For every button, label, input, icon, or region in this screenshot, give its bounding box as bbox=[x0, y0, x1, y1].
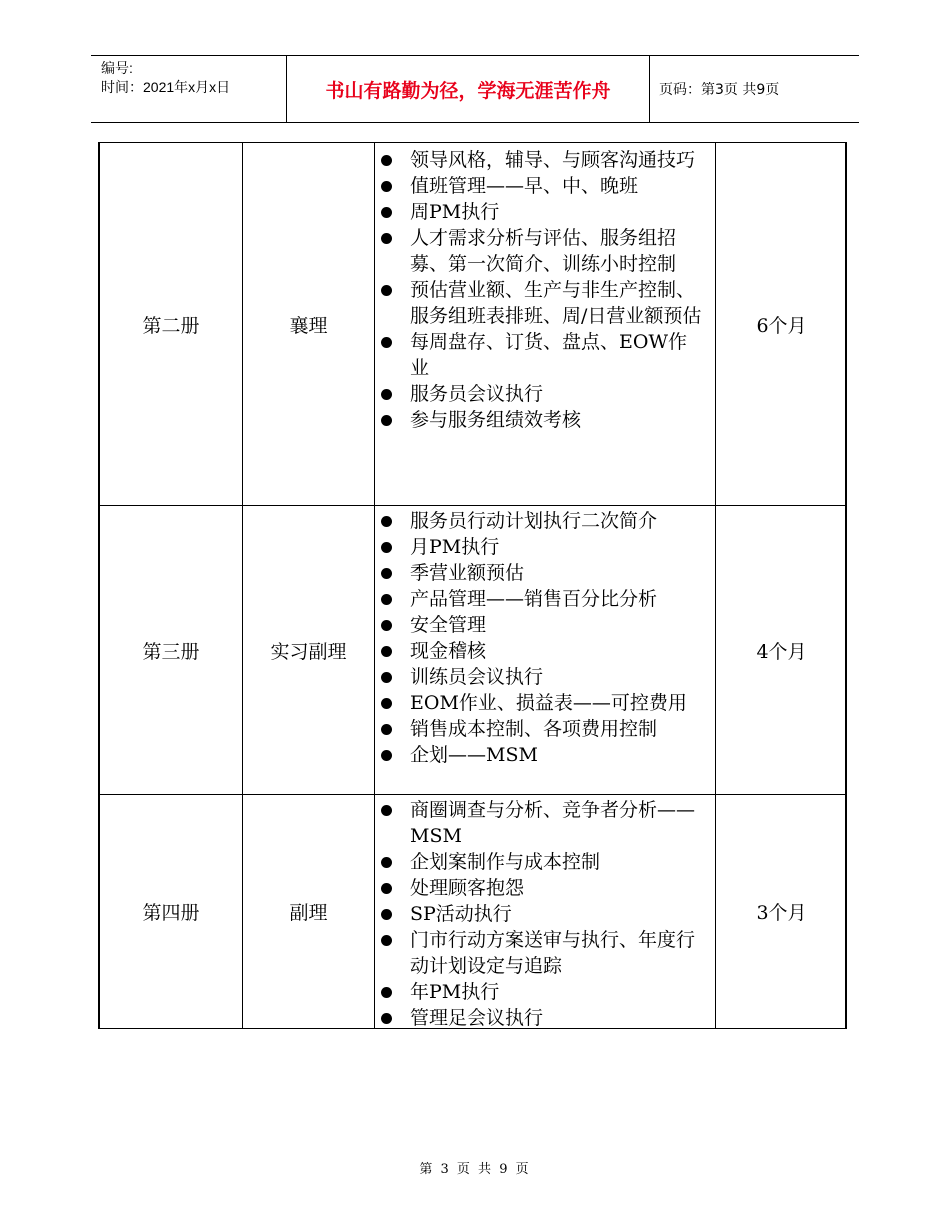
list-item: 门市行动方案送审与执行、年度行动计划设定与追踪 bbox=[375, 927, 705, 979]
list-item: 企划案制作与成本控制 bbox=[375, 849, 705, 875]
position-cell: 襄理 bbox=[243, 143, 375, 505]
table-row bbox=[100, 506, 847, 794]
list-item: 现金稽核 bbox=[375, 638, 705, 664]
page-header bbox=[91, 55, 859, 123]
list-item: 产品管理——销售百分比分析 bbox=[375, 586, 705, 612]
list-item: 值班管理——早、中、晚班 bbox=[375, 173, 705, 199]
table-row bbox=[100, 795, 847, 1028]
list-item: 每周盘存、订货、盘点、EOW作业 bbox=[375, 329, 705, 381]
list-item: 季营业额预估 bbox=[375, 560, 705, 586]
list-item: 周PM执行 bbox=[375, 199, 705, 225]
table-row bbox=[100, 143, 847, 505]
header-divider bbox=[649, 56, 650, 122]
list-item: 参与服务组绩效考核 bbox=[375, 407, 705, 433]
list-item: 月PM执行 bbox=[375, 534, 705, 560]
list-item: 处理顾客抱怨 bbox=[375, 875, 705, 901]
list-item: 管理足会议执行 bbox=[375, 1005, 705, 1031]
item-list bbox=[375, 797, 715, 1031]
document-time-label: 时间：2021年x月x日 bbox=[101, 79, 231, 95]
items-cell bbox=[375, 506, 716, 794]
items-cell bbox=[375, 143, 716, 505]
document-number-label: 编号: bbox=[101, 60, 133, 76]
list-item: 服务员行动计划执行二次简介 bbox=[375, 508, 705, 534]
book-cell: 第二册 bbox=[100, 143, 243, 505]
duration-cell: 6个月 bbox=[756, 314, 807, 337]
list-item: SP活动执行 bbox=[375, 901, 705, 927]
header-meta bbox=[101, 59, 230, 97]
book-cell: 第四册 bbox=[100, 795, 243, 1028]
list-item: 领导风格，辅导、与顾客沟通技巧 bbox=[375, 147, 705, 173]
item-list bbox=[375, 147, 715, 433]
position-cell: 副理 bbox=[243, 795, 375, 1028]
duration-cell: 3个月 bbox=[756, 902, 807, 924]
items-cell bbox=[375, 795, 716, 1028]
header-motto: 书山有路勤为径，学海无涯苦作舟 bbox=[325, 79, 611, 102]
list-item: 企划——MSM bbox=[375, 742, 705, 768]
training-table bbox=[98, 142, 847, 1029]
list-item: 预估营业额、生产与非生产控制、服务组班表排班、周/日营业额预估 bbox=[375, 277, 705, 329]
header-page-info: 页码：第3页 共9页 bbox=[659, 82, 780, 98]
list-item: 商圈调查与分析、竞争者分析——MSM bbox=[375, 797, 705, 849]
list-item: 安全管理 bbox=[375, 612, 705, 638]
book-cell: 第三册 bbox=[100, 506, 243, 794]
list-item: 人才需求分析与评估、服务组招募、第一次简介、训练小时控制 bbox=[375, 225, 705, 277]
list-item: 年PM执行 bbox=[375, 979, 705, 1005]
list-item: 服务员会议执行 bbox=[375, 381, 705, 407]
position-cell: 实习副理 bbox=[243, 506, 375, 794]
list-item: 销售成本控制、各项费用控制 bbox=[375, 716, 705, 742]
item-list bbox=[375, 508, 715, 768]
list-item: EOM作业、损益表——可控费用 bbox=[375, 690, 705, 716]
duration-cell: 4个月 bbox=[756, 640, 807, 663]
list-item: 训练员会议执行 bbox=[375, 664, 705, 690]
page-footer: 第 3 页 共 9 页 bbox=[419, 1162, 531, 1177]
